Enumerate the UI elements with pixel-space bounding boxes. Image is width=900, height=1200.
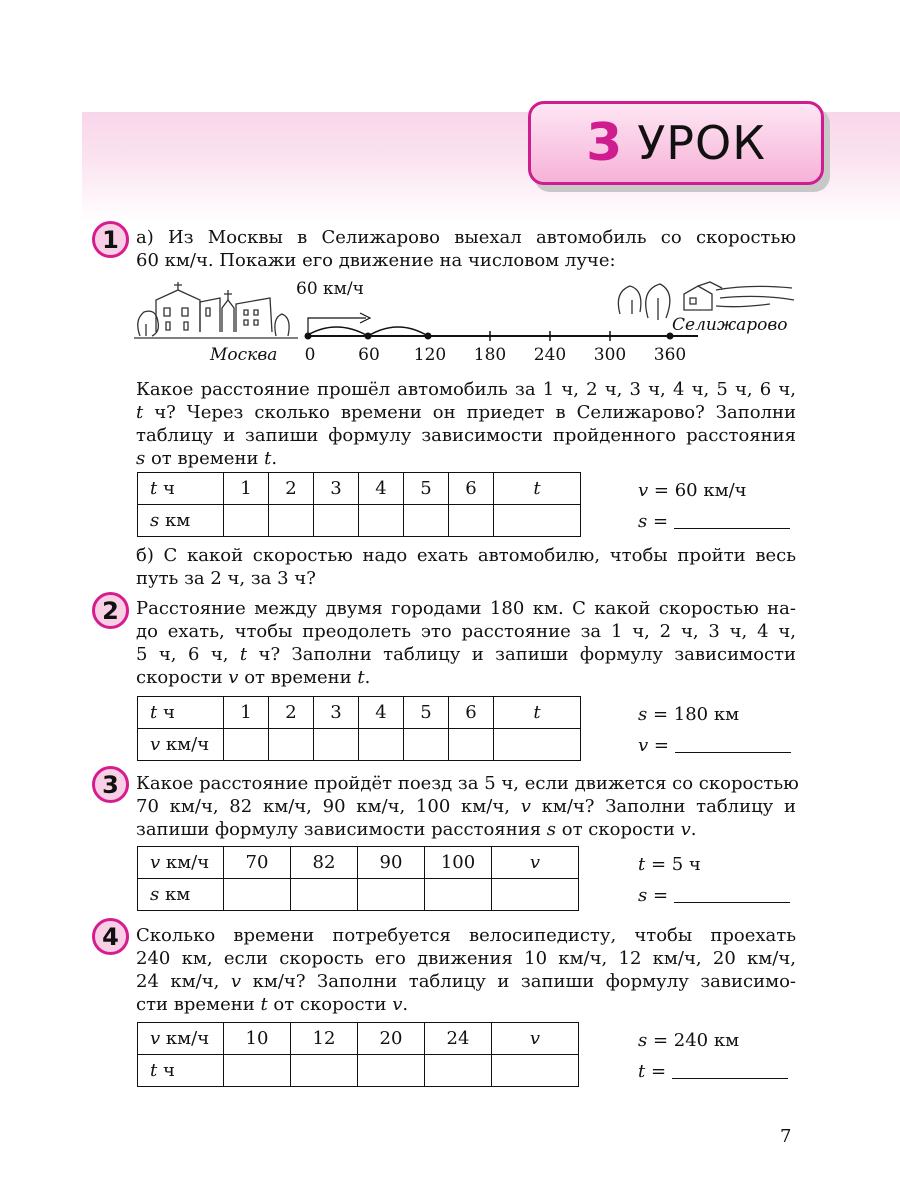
tick-label-120: 120	[413, 345, 447, 365]
formula-blank[interactable]	[675, 752, 791, 753]
task-3-text: Какое расстояние пройдёт поезд за 5 ч, если движется со скоростью 70 км/ч, 82 км/ч, 90 км/ч, 100 км/ч, v км/ч? Заполни таблицу и запиши формулу зависимости расстояния s от скорости v.	[136, 773, 799, 840]
moscow-kremlin-icon	[134, 282, 298, 338]
tick-label-180: 180	[473, 345, 507, 365]
task-3-formula: s =	[638, 885, 790, 906]
lesson-word: УРОК	[637, 116, 766, 170]
tick-label-360: 360	[653, 345, 687, 365]
task-1-part-a-text: а) Из Москвы в Селижарово выехал автомобиль со скоростью 60 км/ч. Покажи его движение на числовом луче:	[136, 227, 796, 271]
ray-point-60	[365, 333, 372, 340]
lesson-number: 3	[586, 113, 624, 173]
task-1-badge: 1	[92, 221, 129, 258]
task-1-given: v = 60 км/ч	[638, 480, 747, 501]
selizharovo-label: Селижарово	[672, 315, 788, 335]
task-3-given: t = 5 ч	[638, 854, 701, 875]
tick-label-300: 300	[593, 345, 627, 365]
task-4-text: Сколько времени потребуется велосипедисту, чтобы проехать 240 км, если скорость его движения 10 км/ч, 12 км/ч, 20 км/ч, 24 км/ч, v км/ч? Заполни таблицу и запиши формулу зависимо- сти времени t от скорости v.	[136, 925, 796, 1015]
task-4-table: v км/ч 10 12 20 24 v t ч	[137, 1022, 579, 1087]
ray-point-120	[425, 333, 432, 340]
moscow-label: Москва	[210, 345, 278, 365]
task-1-part-b-text: б) С какой скоростью надо ехать автомобилю, чтобы пройти весь путь за 2 ч, за 3 ч?	[136, 545, 796, 589]
task-1-formula: s =	[638, 511, 790, 532]
ray-point-0	[305, 333, 312, 340]
task-1-table: t ч 1 2 3 4 5 6 t s км	[137, 472, 581, 537]
task-1-question: Какое расстояние прошёл автомобиль за 1 ч, 2 ч, 3 ч, 4 ч, 5 ч, 6 ч, t ч? Через сколько времени он приедет в Селижарово? Заполни таблицу и запиши формулу зависимости пройденного расстояния s от времени t.	[136, 379, 796, 469]
page-number: 7	[780, 1126, 792, 1147]
task-2-table: t ч 1 2 3 4 5 6 t v км/ч	[137, 696, 581, 761]
task-4-formula: t =	[638, 1061, 788, 1082]
task-2-badge: 2	[92, 592, 129, 629]
formula-blank[interactable]	[674, 902, 790, 903]
tick-label-0: 0	[304, 345, 316, 365]
task-4-badge: 4	[92, 918, 129, 955]
task-2-formula: v =	[638, 735, 791, 756]
tick-label-60: 60	[358, 345, 380, 365]
lesson-title	[528, 101, 824, 185]
task-2-text: Расстояние между двумя городами 180 км. С какой скоростью на- до ехать, чтобы преодолеть это расстояние за 1 ч, 2 ч, 3 ч, 4 ч, 5 ч, 6 ч, t ч? Заполни таблицу и запиши формулу зависимости скорости v от времени t.	[136, 598, 797, 688]
formula-blank[interactable]	[674, 528, 790, 529]
speed-label: 60 км/ч	[296, 279, 364, 299]
answer-cell[interactable]	[224, 505, 269, 537]
task-3-table: v км/ч 70 82 90 100 v s км	[137, 846, 579, 911]
tick-label-240: 240	[533, 345, 567, 365]
number-ray-diagram	[120, 278, 810, 370]
task-4-given: s = 240 км	[638, 1030, 740, 1051]
task-3-badge: 3	[92, 766, 129, 803]
task-2-given: s = 180 км	[638, 704, 740, 725]
formula-blank[interactable]	[672, 1078, 788, 1079]
